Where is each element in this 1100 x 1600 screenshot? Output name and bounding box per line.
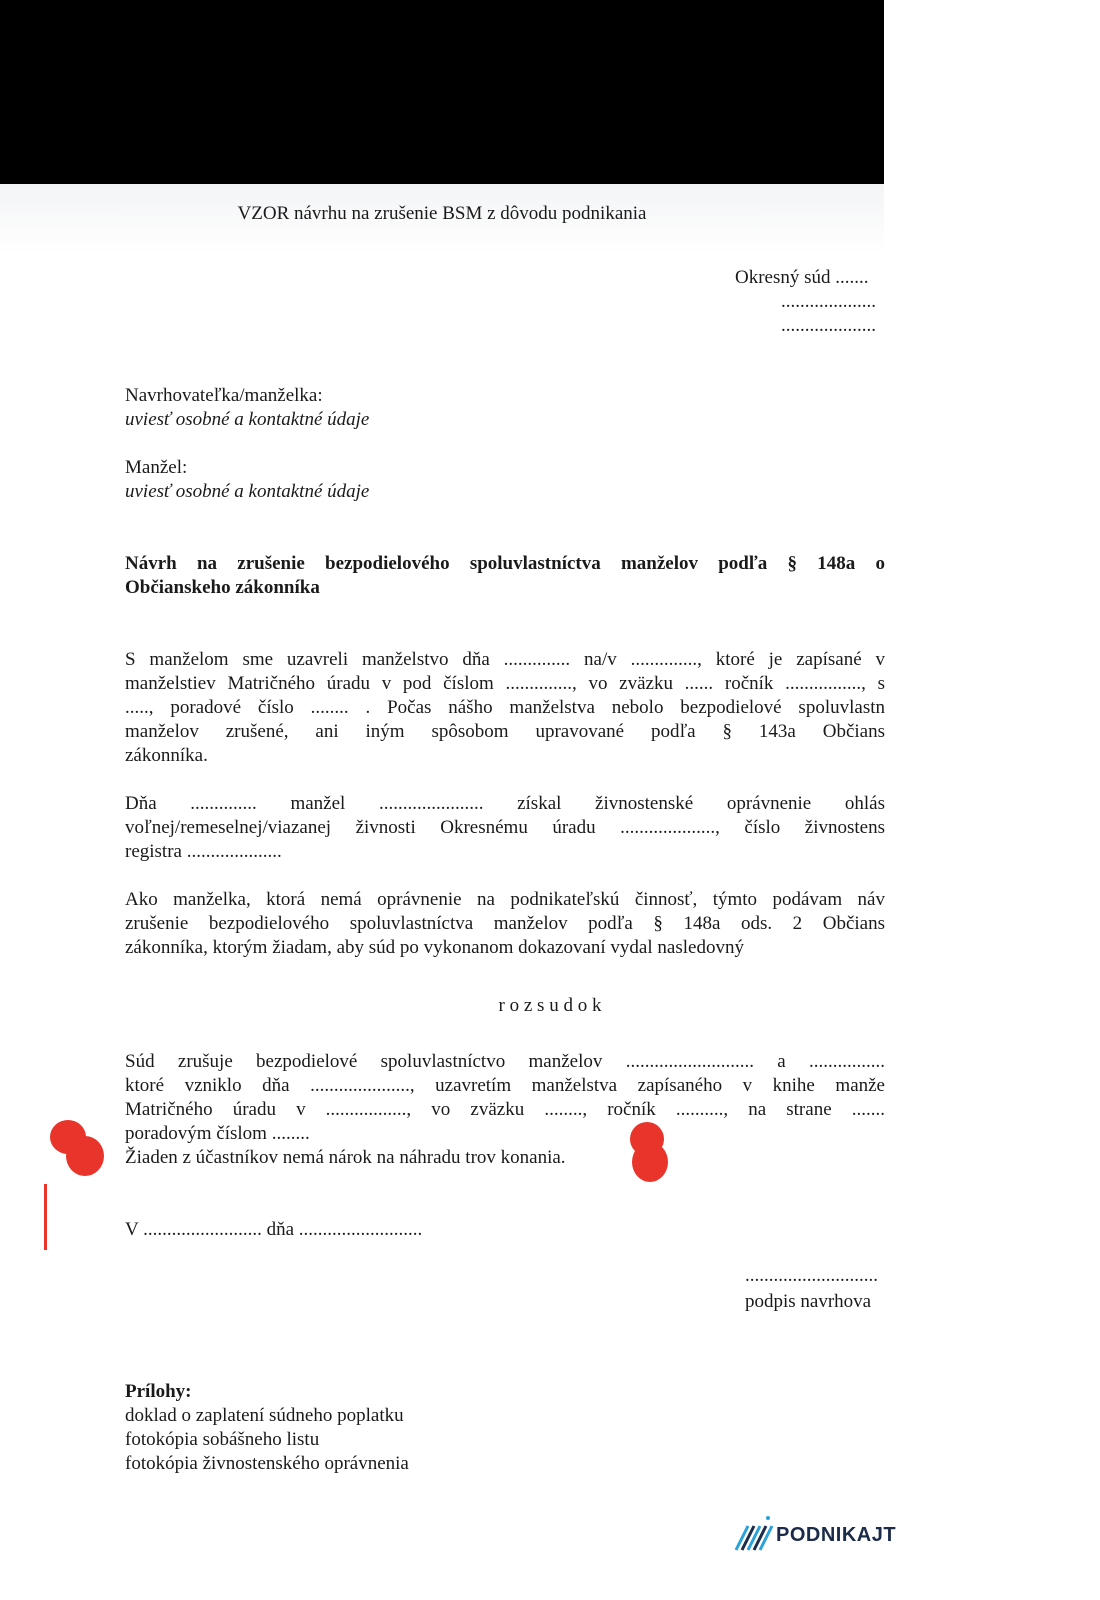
- verdict-line: Žiaden z účastníkov nemá nárok na náhradu trov konania.: [125, 1147, 566, 1168]
- logo-stripes-icon: [732, 1512, 776, 1560]
- court-address-dots: ....................: [781, 291, 876, 312]
- verdict-line: poradovým číslom ........: [125, 1123, 310, 1144]
- red-redaction-blot: [632, 1142, 668, 1182]
- husband-label: Manžel:: [125, 457, 188, 478]
- paragraph-line: ....., poradové číslo ........ . Počas nášho manželstva nebolo bezpodielové spoluvlastn: [125, 697, 885, 718]
- paragraph-line: zrušenie bezpodielového spoluvlastníctva manželov podľa § 148a ods. 2 Občians: [125, 913, 885, 934]
- wife-note: uviesť osobné a kontaktné údaje: [125, 409, 370, 430]
- paragraph-line: zákonníka, ktorým žiadam, aby súd po vykonanom dokazovaní vydal nasledovný: [125, 937, 744, 958]
- document-title: VZOR návrhu na zrušenie BSM z dôvodu podnikania: [237, 203, 647, 224]
- red-redaction-blot: [66, 1136, 104, 1176]
- verdict-heading: r o z s u d o k: [498, 995, 602, 1016]
- verdict-line: Matričného úradu v ................., vo zväzku ........, ročník .........., na strane .......: [125, 1099, 885, 1120]
- paragraph-line: registra ....................: [125, 841, 282, 862]
- proposal-heading: Návrh na zrušenie bezpodielového spoluvlastníctva manželov podľa § 148a o: [125, 553, 885, 574]
- paragraph-line: Ako manželka, ktorá nemá oprávnenie na podnikateľskú činnosť, týmto podávam náv: [125, 889, 885, 910]
- signature-dots: ............................: [745, 1265, 878, 1286]
- podnikajte-logo: [732, 1504, 897, 1564]
- attachment-item: fotokópia živnostenského oprávnenia: [125, 1453, 409, 1474]
- proposal-heading: Občianskeho zákonníka: [125, 577, 320, 598]
- paragraph-line: manželstiev Matričného úradu v pod číslom .............., vo zväzku ...... ročník ................, s: [125, 673, 885, 694]
- red-pen-mark: [44, 1184, 47, 1250]
- signature-label: podpis navrhova: [745, 1291, 872, 1312]
- court-address-line: Okresný súd .......: [735, 267, 869, 288]
- place-date-line: V ......................... dňa ..........................: [125, 1219, 423, 1240]
- black-top-bar: [0, 0, 884, 184]
- attachment-item: doklad o zaplatení súdneho poplatku: [125, 1405, 404, 1426]
- paragraph-line: Dňa .............. manžel ...................... získal živnostenské oprávnenie ohlás: [125, 793, 885, 814]
- husband-note: uviesť osobné a kontaktné údaje: [125, 481, 370, 502]
- verdict-line: Súd zrušuje bezpodielové spoluvlastníctvo manželov ........................... a ................: [125, 1051, 885, 1072]
- paragraph-line: manželov zrušené, ani iným spôsobom upravované podľa § 143a Občians: [125, 721, 885, 742]
- wife-label: Navrhovateľka/manželka:: [125, 385, 323, 406]
- paragraph-line: S manželom sme uzavreli manželstvo dňa .............. na/v .............., ktoré je zapísané v: [125, 649, 885, 670]
- paragraph-line: zákonníka.: [125, 745, 208, 766]
- paragraph-line: voľnej/remeselnej/viazanej živnosti Okresnému úradu ...................., číslo živnostens: [125, 817, 885, 838]
- attachment-item: fotokópia sobášneho listu: [125, 1429, 320, 1450]
- verdict-line: ktoré vzniklo dňa ....................., uzavretím manželstva zapísaného v knihe manže: [125, 1075, 885, 1096]
- document-page: [0, 184, 897, 1600]
- court-address-dots: ....................: [781, 315, 876, 336]
- attachments-label: Prílohy:: [125, 1381, 192, 1402]
- logo-text: PODNIKAJT: [776, 1524, 897, 1546]
